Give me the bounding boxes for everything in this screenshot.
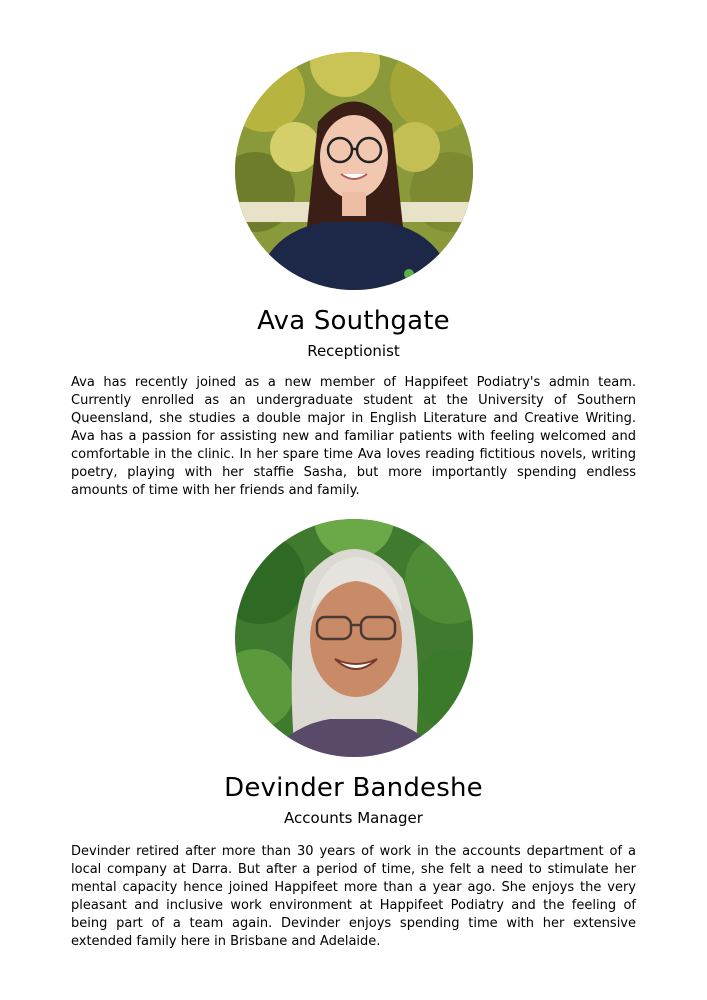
profile-photo-ava	[235, 52, 473, 290]
staff-profile-ava	[0, 52, 707, 498]
staff-name: Devinder Bandeshe	[224, 773, 483, 803]
staff-role: Accounts Manager	[284, 809, 423, 827]
profile-photo-devinder	[235, 519, 473, 757]
staff-profile-devinder	[0, 519, 707, 949]
staff-role: Receptionist	[307, 342, 400, 360]
staff-name: Ava Southgate	[257, 306, 450, 336]
staff-bio: Ava has recently joined as a new member of Happifeet Podiatry's admin team. Currently enrolled as an undergraduate student at the University of Southern Queensland, she studies a double major in English Literature and Creative Writing. Ava has a passion for assisting new and familiar patients with feeling welcomed and comfortable in the clinic. In her spare time Ava loves reading fictitious novels, writing poetry, playing with her staffie Sasha, but more importantly spending endless amounts of time with her friends and family.	[71, 375, 636, 498]
staff-bio: Devinder retired after more than 30 years of work in the accounts department of a local company at Darra. But after a period of time, she felt a need to stimulate her mental capacity hence joined Happifeet more than a year ago. She enjoys the very pleasant and inclusive work environment at Happifeet Podiatry and the feeling of being part of a team again. Devinder enjoys spending time with her extensive extended family here in Brisbane and Adelaide.	[71, 844, 636, 949]
